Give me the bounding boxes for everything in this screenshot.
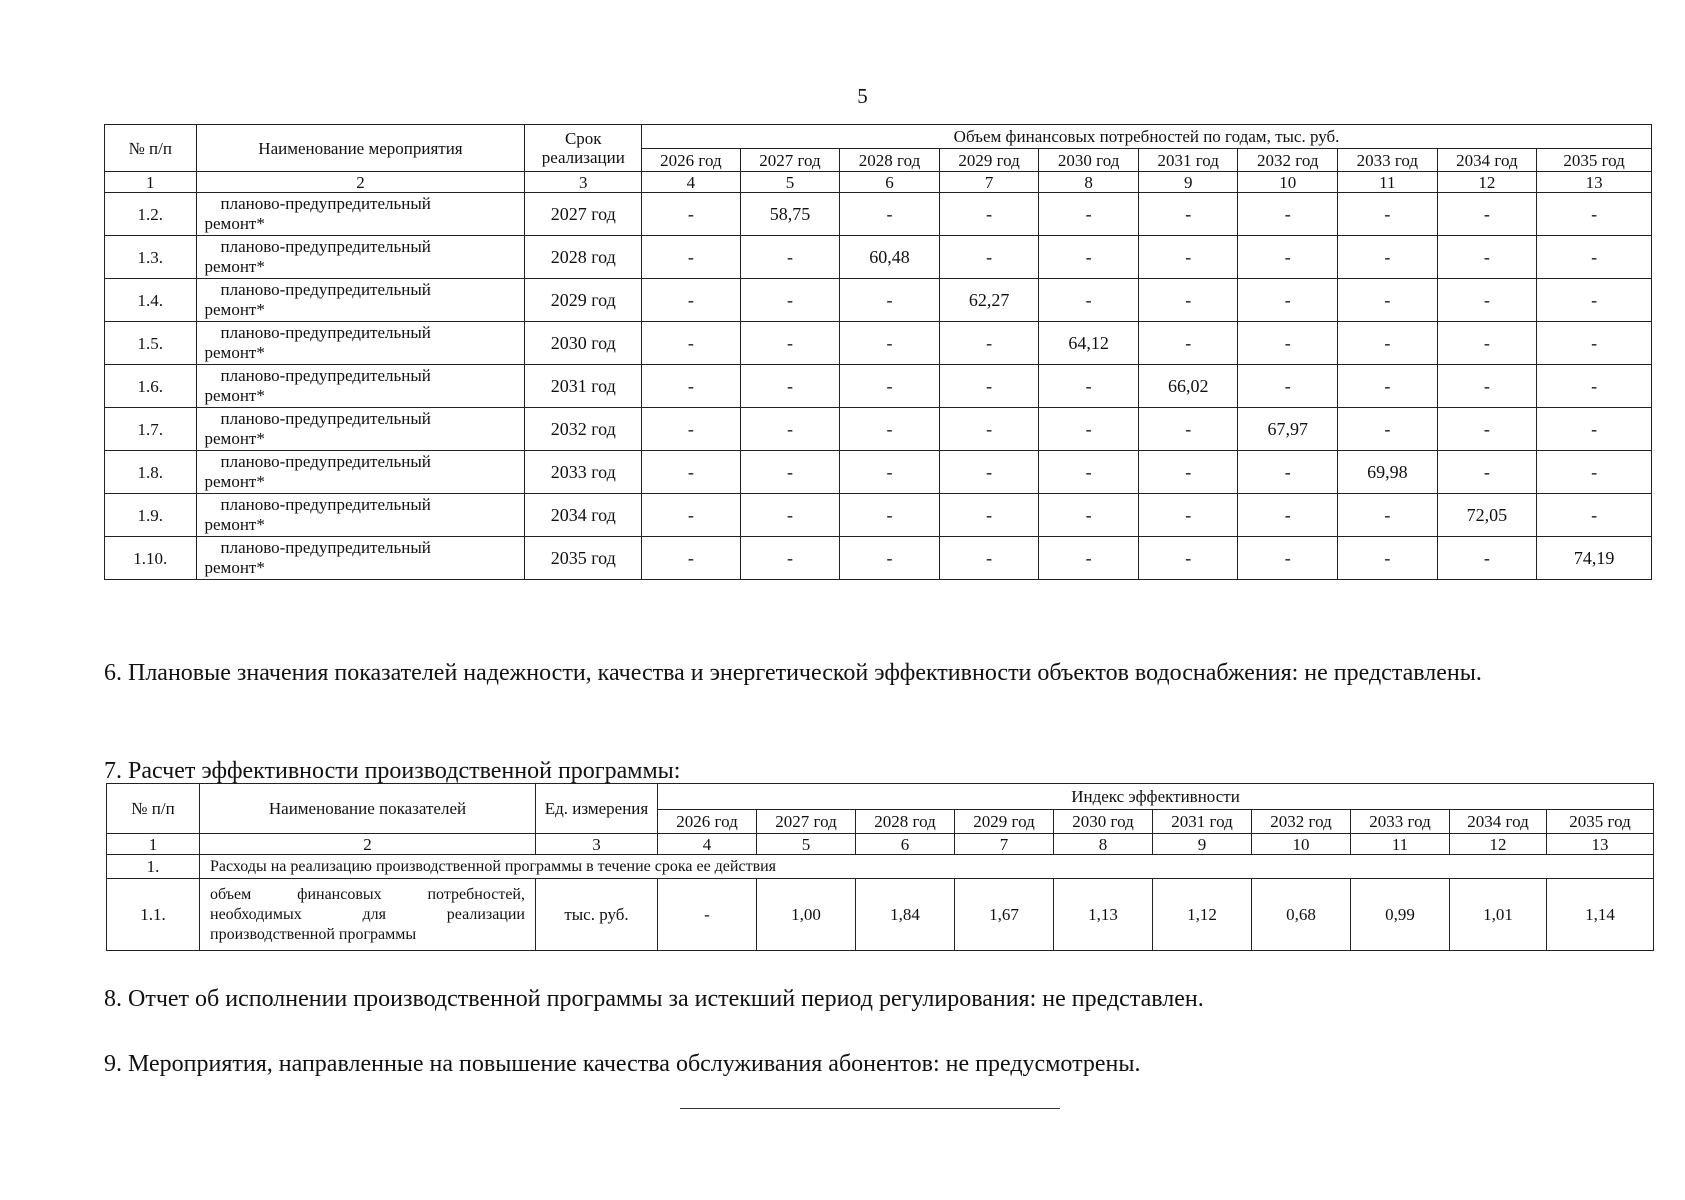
value-cell: - — [939, 322, 1039, 365]
column-number: 9 — [1153, 834, 1252, 855]
value-cell: 66,02 — [1138, 365, 1238, 408]
value-cell: - — [1238, 193, 1338, 236]
row-num: 1.8. — [105, 451, 197, 494]
value-cell: - — [1039, 365, 1139, 408]
value-cell: - — [1238, 494, 1338, 537]
value-cell: 64,12 — [1039, 322, 1139, 365]
value-cell: - — [1437, 279, 1537, 322]
table-row — [105, 322, 1652, 365]
row-num: 1.2. — [105, 193, 197, 236]
value-cell: 1,12 — [1153, 879, 1252, 951]
term-cell: 2031 год — [525, 365, 642, 408]
value-cell: - — [1437, 322, 1537, 365]
value-cell: - — [642, 322, 741, 365]
value-cell: - — [1238, 279, 1338, 322]
unit-cell: тыс. руб. — [536, 879, 658, 951]
year-header: 2030 год — [1054, 810, 1153, 834]
activity-name — [196, 494, 525, 537]
column-number: 4 — [642, 172, 741, 193]
value-cell: - — [642, 236, 741, 279]
term-cell: 2027 год — [525, 193, 642, 236]
header-unit: Ед. измерения — [536, 784, 658, 834]
row-num: 1.1. — [107, 879, 200, 951]
value-cell: - — [1238, 322, 1338, 365]
column-number: 6 — [856, 834, 955, 855]
table-row — [105, 408, 1652, 451]
value-cell: - — [840, 193, 940, 236]
financial-needs-table — [104, 124, 1652, 580]
activity-name-line: ремонт* — [204, 386, 265, 405]
row-num: 1.9. — [105, 494, 197, 537]
page-number: 5 — [857, 84, 868, 108]
activity-name-line: планово-предупредительный — [220, 409, 431, 428]
column-number: 11 — [1351, 834, 1450, 855]
column-number: 9 — [1138, 172, 1238, 193]
header-name: Наименование мероприятия — [196, 125, 525, 172]
value-cell: - — [1338, 279, 1438, 322]
activity-name-line: ремонт* — [204, 558, 265, 577]
value-cell: - — [642, 451, 741, 494]
row-num: 1.4. — [105, 279, 197, 322]
value-cell: - — [1039, 408, 1139, 451]
activity-name — [196, 451, 525, 494]
column-number: 1 — [107, 834, 200, 855]
row-num: 1.3. — [105, 236, 197, 279]
value-cell: - — [939, 193, 1039, 236]
header-num: № п/п — [105, 125, 197, 172]
value-cell: - — [1039, 236, 1139, 279]
activity-name — [196, 408, 525, 451]
value-cell: - — [1437, 408, 1537, 451]
value-cell: - — [1338, 193, 1438, 236]
section-num: 1. — [107, 855, 200, 879]
value-cell: - — [1238, 365, 1338, 408]
column-number: 2 — [196, 172, 525, 193]
year-header: 2033 год — [1338, 149, 1438, 172]
value-cell: - — [939, 236, 1039, 279]
value-cell: - — [840, 494, 940, 537]
value-cell: - — [1338, 537, 1438, 580]
value-cell: - — [939, 494, 1039, 537]
activity-name-line: ремонт* — [204, 214, 265, 233]
column-number: 12 — [1437, 172, 1537, 193]
table-row — [105, 365, 1652, 408]
efficiency-table — [106, 783, 1654, 951]
column-number: 7 — [939, 172, 1039, 193]
value-cell: - — [939, 537, 1039, 580]
value-cell: 1,01 — [1450, 879, 1547, 951]
activity-name-line: планово-предупредительный — [220, 280, 431, 299]
value-cell: - — [740, 408, 840, 451]
closing-rule — [680, 1108, 1060, 1109]
paragraph-8: 8. Отчет об исполнении производственной программы за истекший период регулирования: не представлен. — [104, 986, 1204, 1012]
year-header: 2027 год — [740, 149, 840, 172]
value-cell: - — [740, 279, 840, 322]
value-cell: - — [1338, 236, 1438, 279]
value-cell: - — [1338, 365, 1438, 408]
value-cell: - — [1138, 494, 1238, 537]
value-cell: 60,48 — [840, 236, 940, 279]
indicator-name-line: объем финансовых потребностей, — [210, 885, 525, 903]
value-cell: - — [939, 365, 1039, 408]
value-cell: - — [840, 322, 940, 365]
value-cell: 62,27 — [939, 279, 1039, 322]
value-cell: - — [939, 451, 1039, 494]
activity-name — [196, 279, 525, 322]
value-cell: - — [1537, 408, 1652, 451]
value-cell: - — [1537, 236, 1652, 279]
value-cell: - — [1338, 408, 1438, 451]
paragraph-9: 9. Мероприятия, направленные на повышение качества обслуживания абонентов: не предусмотрены. — [104, 1051, 1141, 1077]
value-cell: - — [840, 408, 940, 451]
year-header: 2035 год — [1537, 149, 1652, 172]
value-cell: - — [1537, 494, 1652, 537]
value-cell: - — [1039, 279, 1139, 322]
indicator-name-line: производственной программы — [210, 925, 417, 943]
value-cell: - — [840, 279, 940, 322]
value-cell: - — [740, 537, 840, 580]
row-num: 1.5. — [105, 322, 197, 365]
activity-name-line: планово-предупредительный — [220, 237, 431, 256]
activity-name — [196, 365, 525, 408]
term-cell: 2032 год — [525, 408, 642, 451]
table-row — [105, 537, 1652, 580]
activity-name-line: планово-предупредительный — [220, 495, 431, 514]
row-num: 1.10. — [105, 537, 197, 580]
value-cell: - — [1138, 537, 1238, 580]
year-header: 2034 год — [1450, 810, 1547, 834]
paragraph-7: 7. Расчет эффективности производственной программы: — [104, 758, 681, 784]
activity-name-line: планово-предупредительный — [220, 323, 431, 342]
value-cell: - — [658, 879, 757, 951]
year-header: 2026 год — [642, 149, 741, 172]
value-cell: - — [740, 451, 840, 494]
header-term: Срок реализации — [525, 125, 642, 172]
indicator-name — [200, 879, 536, 951]
year-header: 2029 год — [939, 149, 1039, 172]
value-cell: - — [1138, 408, 1238, 451]
value-cell: - — [1039, 193, 1139, 236]
table-row — [105, 236, 1652, 279]
term-cell: 2029 год — [525, 279, 642, 322]
value-cell: 69,98 — [1338, 451, 1438, 494]
activity-name-line: ремонт* — [204, 515, 265, 534]
header-num: № п/п — [107, 784, 200, 834]
column-number: 3 — [525, 172, 642, 193]
header-name: Наименование показателей — [200, 784, 536, 834]
table-row — [105, 451, 1652, 494]
value-cell: - — [1437, 236, 1537, 279]
year-header: 2035 год — [1547, 810, 1654, 834]
activity-name — [196, 322, 525, 365]
value-cell: 67,97 — [1238, 408, 1338, 451]
value-cell: - — [740, 494, 840, 537]
value-cell: 1,84 — [856, 879, 955, 951]
value-cell: 0,99 — [1351, 879, 1450, 951]
column-number: 5 — [757, 834, 856, 855]
value-cell: - — [642, 193, 741, 236]
year-header: 2027 год — [757, 810, 856, 834]
value-cell: - — [1537, 451, 1652, 494]
value-cell: - — [642, 537, 741, 580]
value-cell: - — [642, 408, 741, 451]
section-title: Расходы на реализацию производственной программы в течение срока ее действия — [200, 855, 1654, 879]
value-cell: - — [1238, 451, 1338, 494]
activity-name — [196, 537, 525, 580]
value-cell: - — [740, 365, 840, 408]
value-cell: - — [939, 408, 1039, 451]
value-cell: - — [1238, 236, 1338, 279]
column-number: 7 — [955, 834, 1054, 855]
table-row — [105, 279, 1652, 322]
column-number: 8 — [1054, 834, 1153, 855]
activity-name-line: ремонт* — [204, 429, 265, 448]
value-cell: - — [1338, 322, 1438, 365]
value-cell: - — [1537, 365, 1652, 408]
year-header: 2030 год — [1039, 149, 1139, 172]
value-cell: - — [1437, 451, 1537, 494]
term-cell: 2030 год — [525, 322, 642, 365]
column-number: 4 — [658, 834, 757, 855]
column-number: 1 — [105, 172, 197, 193]
year-header: 2034 год — [1437, 149, 1537, 172]
year-header: 2031 год — [1138, 149, 1238, 172]
value-cell: - — [740, 236, 840, 279]
column-number: 13 — [1547, 834, 1654, 855]
value-cell: - — [1138, 193, 1238, 236]
column-number: 2 — [200, 834, 536, 855]
year-header: 2029 год — [955, 810, 1054, 834]
paragraph-6: 6. Плановые значения показателей надежности, качества и энергетической эффективности объектов водоснабжения: не представлены. — [104, 660, 1482, 686]
indicator-name-line: необходимых для реализации — [210, 905, 525, 923]
column-number: 3 — [536, 834, 658, 855]
value-cell: 1,67 — [955, 879, 1054, 951]
column-number: 10 — [1238, 172, 1338, 193]
value-cell: - — [840, 365, 940, 408]
value-cell: 1,14 — [1547, 879, 1654, 951]
activity-name-line: ремонт* — [204, 300, 265, 319]
value-cell: - — [1537, 279, 1652, 322]
value-cell: - — [1437, 365, 1537, 408]
value-cell: - — [1039, 537, 1139, 580]
column-number: 13 — [1537, 172, 1652, 193]
activity-name-line: планово-предупредительный — [220, 538, 431, 557]
column-number: 11 — [1338, 172, 1438, 193]
value-cell: - — [1537, 322, 1652, 365]
header-efficiency-group: Индекс эффективности — [658, 784, 1654, 810]
term-cell: 2033 год — [525, 451, 642, 494]
year-header: 2033 год — [1351, 810, 1450, 834]
year-header: 2032 год — [1238, 149, 1338, 172]
column-number: 5 — [740, 172, 840, 193]
value-cell: - — [642, 494, 741, 537]
value-cell: - — [740, 322, 840, 365]
value-cell: - — [1138, 279, 1238, 322]
value-cell: 74,19 — [1537, 537, 1652, 580]
value-cell: - — [1338, 494, 1438, 537]
value-cell: 72,05 — [1437, 494, 1537, 537]
year-header: 2032 год — [1252, 810, 1351, 834]
column-number: 6 — [840, 172, 940, 193]
activity-name — [196, 236, 525, 279]
value-cell: - — [1039, 451, 1139, 494]
value-cell: - — [1437, 537, 1537, 580]
column-number: 12 — [1450, 834, 1547, 855]
header-financial-group: Объем финансовых потребностей по годам, тыс. руб. — [642, 125, 1652, 149]
column-number: 10 — [1252, 834, 1351, 855]
value-cell: - — [1437, 193, 1537, 236]
activity-name-line: планово-предупредительный — [220, 452, 431, 471]
value-cell: - — [840, 451, 940, 494]
term-cell: 2035 год — [525, 537, 642, 580]
term-cell: 2034 год — [525, 494, 642, 537]
value-cell: - — [1138, 236, 1238, 279]
table-row — [105, 193, 1652, 236]
row-num: 1.6. — [105, 365, 197, 408]
value-cell: - — [1138, 322, 1238, 365]
table-row — [105, 494, 1652, 537]
activity-name-line: ремонт* — [204, 343, 265, 362]
activity-name-line: ремонт* — [204, 472, 265, 491]
year-header: 2026 год — [658, 810, 757, 834]
value-cell: - — [642, 365, 741, 408]
activity-name — [196, 193, 525, 236]
year-header: 2028 год — [840, 149, 940, 172]
activity-name-line: планово-предупредительный — [220, 366, 431, 385]
value-cell: - — [840, 537, 940, 580]
value-cell: - — [642, 279, 741, 322]
value-cell: - — [1537, 193, 1652, 236]
row-num: 1.7. — [105, 408, 197, 451]
value-cell: - — [1039, 494, 1139, 537]
year-header: 2028 год — [856, 810, 955, 834]
value-cell: 1,00 — [757, 879, 856, 951]
activity-name-line: ремонт* — [204, 257, 265, 276]
value-cell: - — [1238, 537, 1338, 580]
value-cell: 58,75 — [740, 193, 840, 236]
column-number: 8 — [1039, 172, 1139, 193]
term-cell: 2028 год — [525, 236, 642, 279]
value-cell: 0,68 — [1252, 879, 1351, 951]
value-cell: 1,13 — [1054, 879, 1153, 951]
value-cell: - — [1138, 451, 1238, 494]
activity-name-line: планово-предупредительный — [220, 194, 431, 213]
year-header: 2031 год — [1153, 810, 1252, 834]
